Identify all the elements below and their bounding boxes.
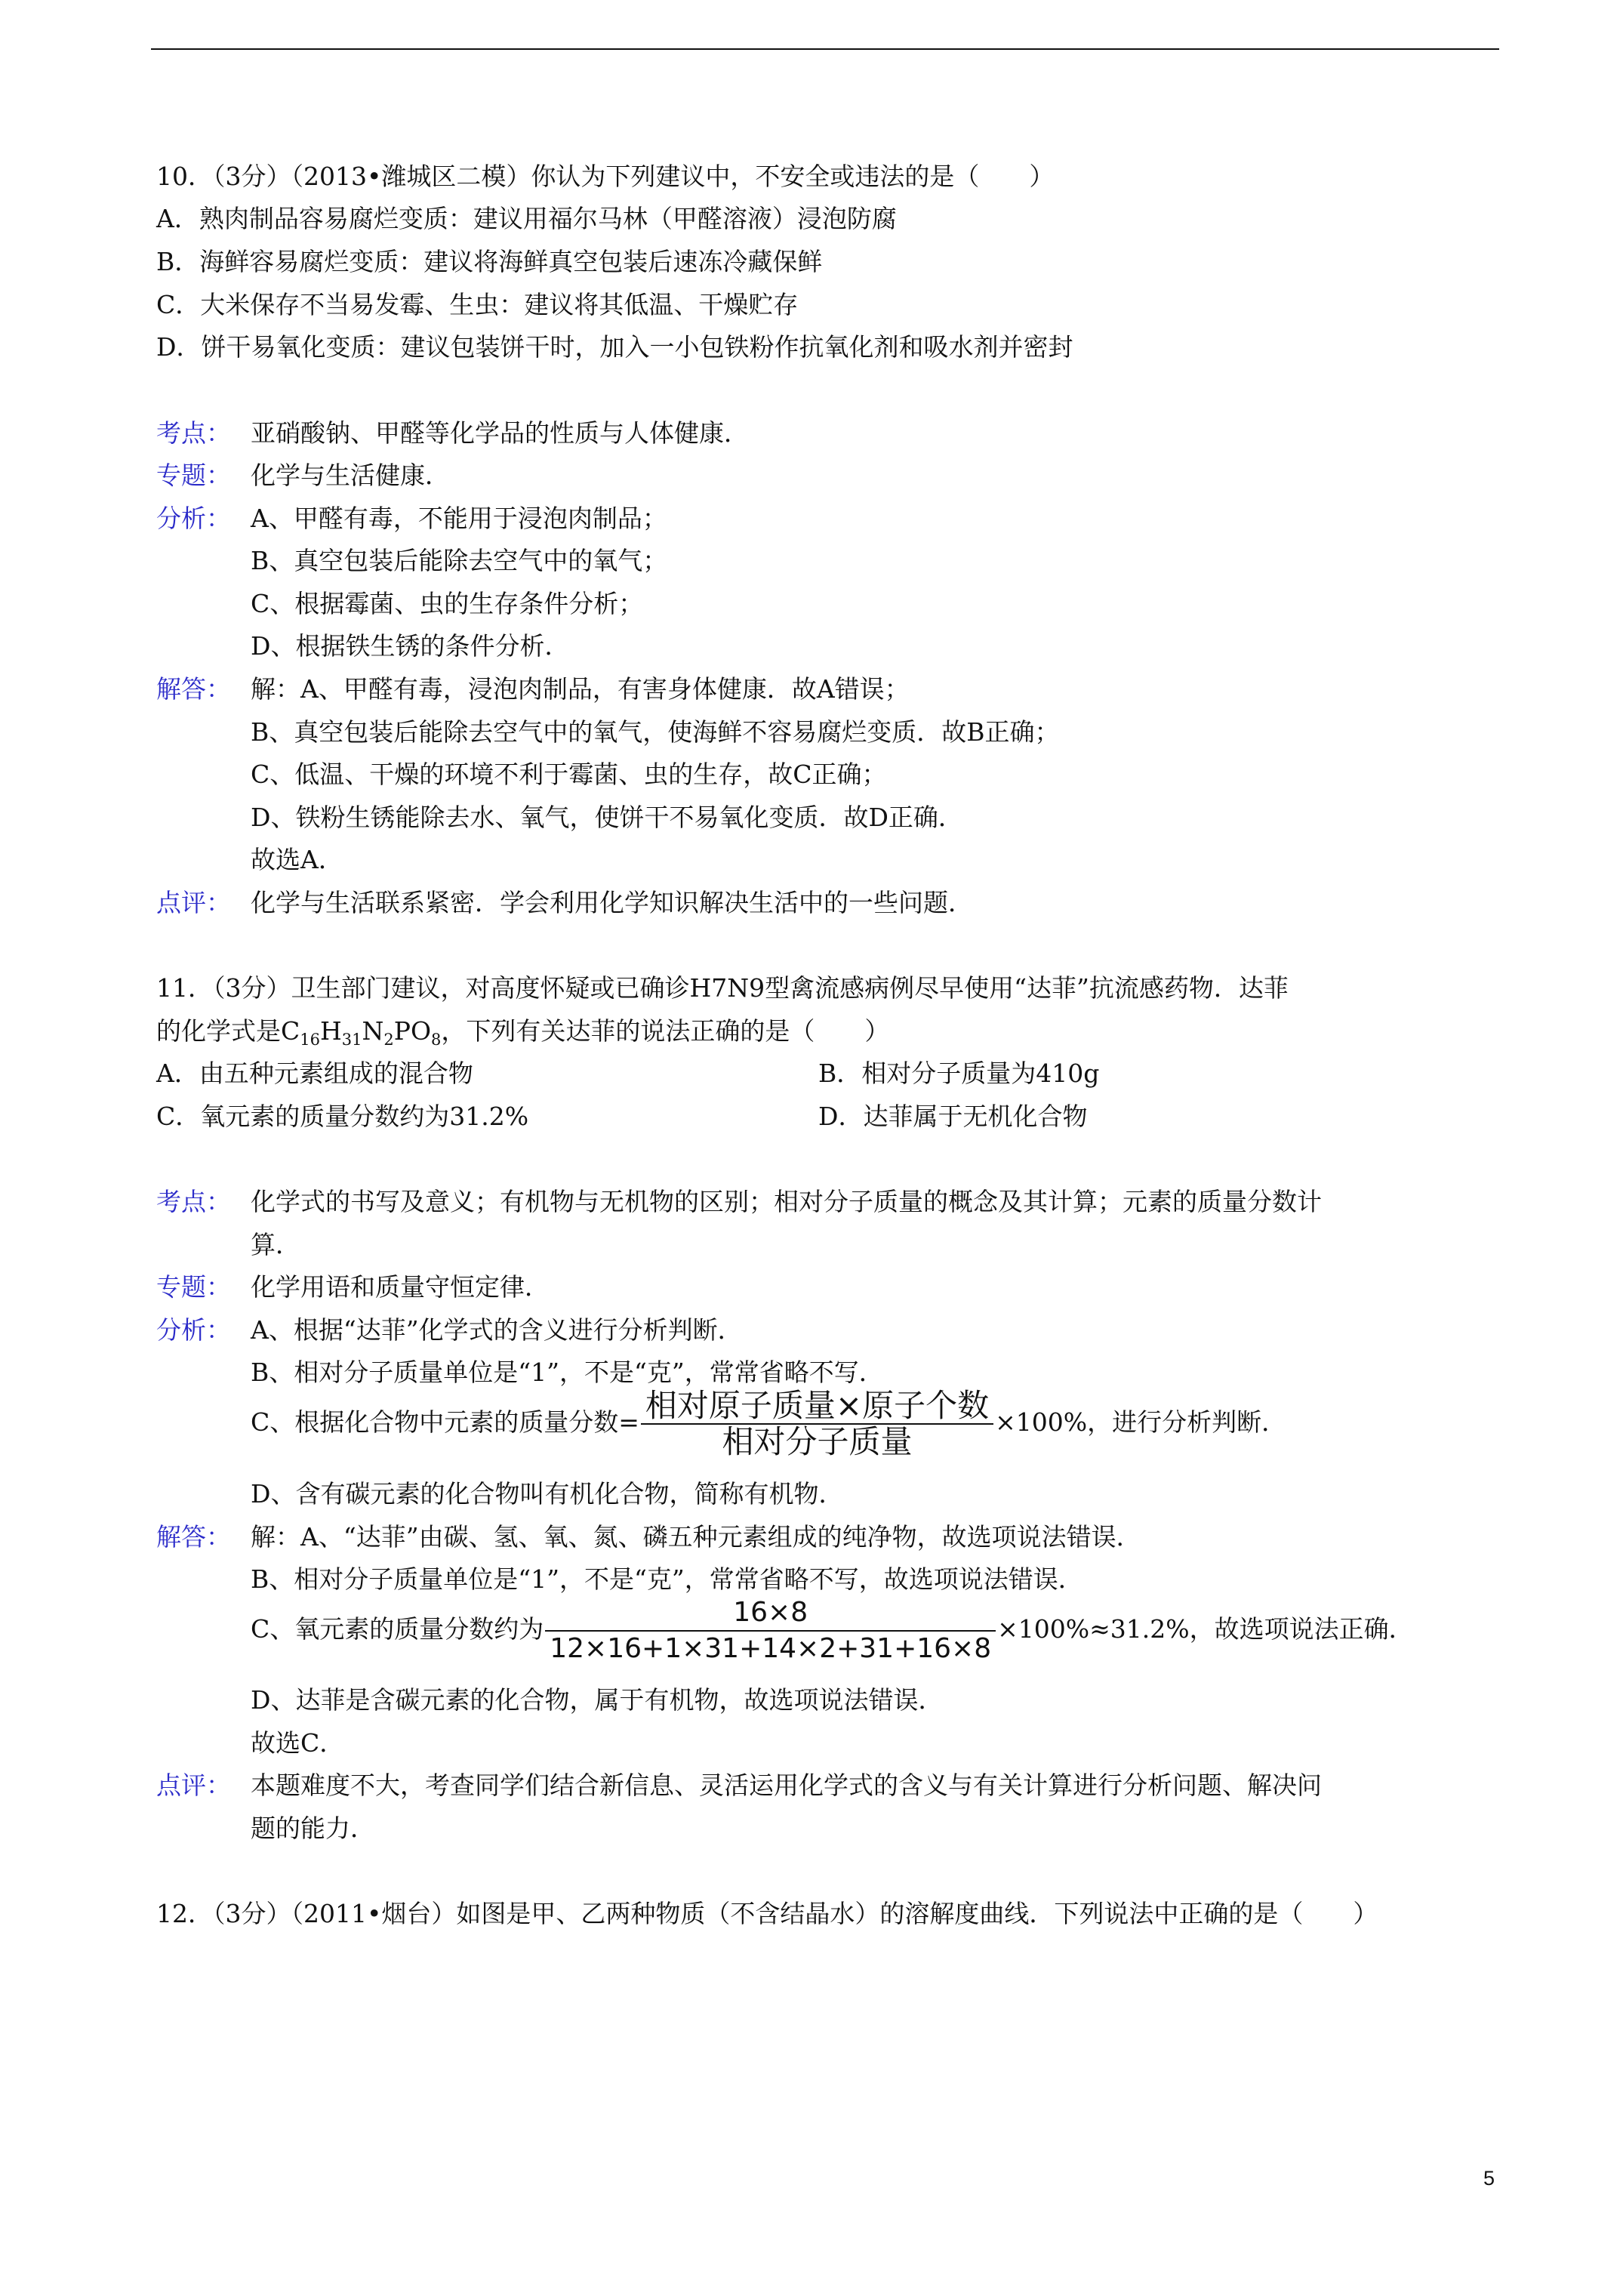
q11-jieda-a: 解：A、“达菲”由碳、氢、氧、氮、磷五种元素组成的纯净物，故选项说法错误． — [251, 1522, 1141, 1552]
oxygen-fraction-numerator: 16×8 — [545, 1595, 996, 1632]
mass-fraction-numerator: 相对原子质量×原子个数 — [641, 1388, 993, 1425]
q11-jieda-answer: 故选C． — [251, 1728, 345, 1758]
q10-option-b: B．海鲜容易腐烂变质：建议将海鲜真空包装后速冻冷藏保鲜 — [156, 247, 823, 276]
q11-fenxi-c-prefix: C、根据化合物中元素的质量分数= — [251, 1407, 639, 1437]
q11-fenxi-a: A、根据“达菲”化学式的含义进行分析判断． — [251, 1315, 743, 1345]
q10-jieda-a: 解：A、甲醛有毒，浸泡肉制品，有害身体健康．故A错误； — [251, 674, 910, 704]
q11-kaodian-line1: 化学式的书写及意义；有机物与无机物的区别；相对分子质量的概念及其计算；元素的质量分数计 — [251, 1187, 1322, 1216]
formula-n: N — [362, 1016, 384, 1046]
q11-fenxi-c — [251, 1388, 1286, 1459]
q11-dianping-line2: 题的能力． — [251, 1814, 375, 1843]
q10-fenxi-a: A、甲醛有毒，不能用于浸泡肉制品； — [251, 504, 667, 533]
q11-jieda-c-prefix: C、氧元素的质量分数约为 — [251, 1614, 544, 1644]
mass-fraction-denominator: 相对分子质量 — [722, 1423, 913, 1460]
q10-jieda-label: 解答： — [156, 674, 231, 704]
formula-po: PO — [393, 1016, 432, 1046]
q10-stem: 10．（3分）（2013•潍城区二模）你认为下列建议中，不安全或违法的是（ ） — [156, 162, 1055, 191]
q11-jieda-label: 解答： — [156, 1522, 231, 1552]
page-number: 5 — [1483, 2167, 1495, 2190]
q10-dianping-label: 点评： — [156, 888, 231, 917]
q11-option-d: D．达菲属于无机化合物 — [818, 1102, 1088, 1131]
q11-fenxi-d: D、含有碳元素的化合物叫有机化合物，简称有机物． — [251, 1479, 844, 1509]
q10-zhuanti-label: 专题： — [156, 461, 231, 490]
formula-sub-31: 31 — [341, 1031, 362, 1049]
q11-fenxi-label: 分析： — [156, 1315, 231, 1345]
q10-option-a: A．熟肉制品容易腐烂变质：建议用福尔马林（甲醛溶液）浸泡防腐 — [156, 204, 897, 233]
q10-jieda-b: B、真空包装后能除去空气中的氧气，使海鲜不容易腐烂变质．故B正确； — [251, 717, 1060, 747]
q10-kaodian: 亚硝酸钠、甲醛等化学品的性质与人体健康． — [251, 418, 749, 448]
q11-jieda-b: B、相对分子质量单位是“1”，不是“克”，常常省略不写，故选项说法错误． — [251, 1564, 1083, 1594]
formula-sub-16: 16 — [300, 1031, 320, 1049]
q10-option-d: D．饼干易氧化变质：建议包装饼干时，加入一小包铁粉作抗氧化剂和吸水剂并密封 — [156, 332, 1073, 362]
formula-sub-2: 2 — [383, 1031, 394, 1049]
q11-jieda-d: D、达菲是含碳元素的化合物，属于有机物，故选项说法错误． — [251, 1685, 944, 1715]
q11-jieda-c — [251, 1595, 1414, 1666]
q11-option-c: C．氧元素的质量分数约为31.2% — [156, 1102, 529, 1131]
q11-dianping-label: 点评： — [156, 1771, 231, 1800]
q10-dianping: 化学与生活联系紧密．学会利用化学知识解决生活中的一些问题． — [251, 888, 973, 917]
q11-kaodian-label: 考点： — [156, 1187, 231, 1216]
q11-option-a: A．由五种元素组成的混合物 — [156, 1059, 473, 1088]
q11-option-b: B．相对分子质量为410g — [818, 1059, 1100, 1088]
q11-zhuanti-label: 专题： — [156, 1272, 231, 1302]
oxygen-fraction-formula — [545, 1595, 996, 1666]
q10-jieda-c: C、低温、干燥的环境不利于霉菌、虫的生存，故C正确； — [251, 760, 887, 789]
q11-jieda-c-suffix: ×100%≈31.2%，故选项说法正确． — [997, 1614, 1414, 1644]
formula-sub-8: 8 — [431, 1031, 442, 1049]
q11-stem-suffix: ，下列有关达菲的说法正确的是（ ） — [441, 1016, 890, 1046]
q11-kaodian-line2: 算． — [251, 1230, 300, 1259]
q11-fenxi-b: B、相对分子质量单位是“1”，不是“克”，常常省略不写． — [251, 1358, 884, 1387]
q10-option-c: C．大米保存不当易发霉、生虫：建议将其低温、干燥贮存 — [156, 290, 799, 319]
mass-fraction-formula — [641, 1388, 993, 1459]
q11-stem-prefix: 的化学式是C — [156, 1016, 300, 1046]
formula-h: H — [319, 1016, 342, 1046]
q11-stem-line2 — [156, 1015, 889, 1056]
q10-fenxi-label: 分析： — [156, 504, 231, 533]
q10-kaodian-label: 考点： — [156, 418, 231, 448]
q10-jieda-d: D、铁粉生锈能除去水、氧气，使饼干不易氧化变质．故D正确． — [251, 803, 963, 832]
q12-stem: 12．（3分）（2011•烟台）如图是甲、乙两种物质（不含结晶水）的溶解度曲线．下列说法中正确的是（ ） — [156, 1899, 1378, 1928]
q11-dianping-line1: 本题难度不大，考查同学们结合新信息、灵活运用化学式的含义与有关计算进行分析问题、解决问 — [251, 1771, 1322, 1800]
q10-jieda-answer: 故选A． — [251, 845, 343, 874]
q10-zhuanti: 化学与生活健康． — [251, 461, 450, 490]
oxygen-fraction-denominator: 12×16+1×31+14×2+31+16×8 — [550, 1633, 992, 1664]
q10-fenxi-c: C、根据霉菌、虫的生存条件分析； — [251, 589, 644, 618]
q10-fenxi-d: D、根据铁生锈的条件分析． — [251, 631, 570, 661]
q11-zhuanti: 化学用语和质量守恒定律． — [251, 1272, 550, 1302]
q11-fenxi-c-suffix: ×100%，进行分析判断． — [995, 1407, 1287, 1437]
q11-stem-line1: 11．（3分）卫生部门建议，对高度怀疑或已确诊H7N9型禽流感病例尽早使用“达菲”抗流感药物．达菲 — [156, 973, 1289, 1003]
q10-fenxi-b: B、真空包装后能除去空气中的氧气； — [251, 546, 668, 575]
